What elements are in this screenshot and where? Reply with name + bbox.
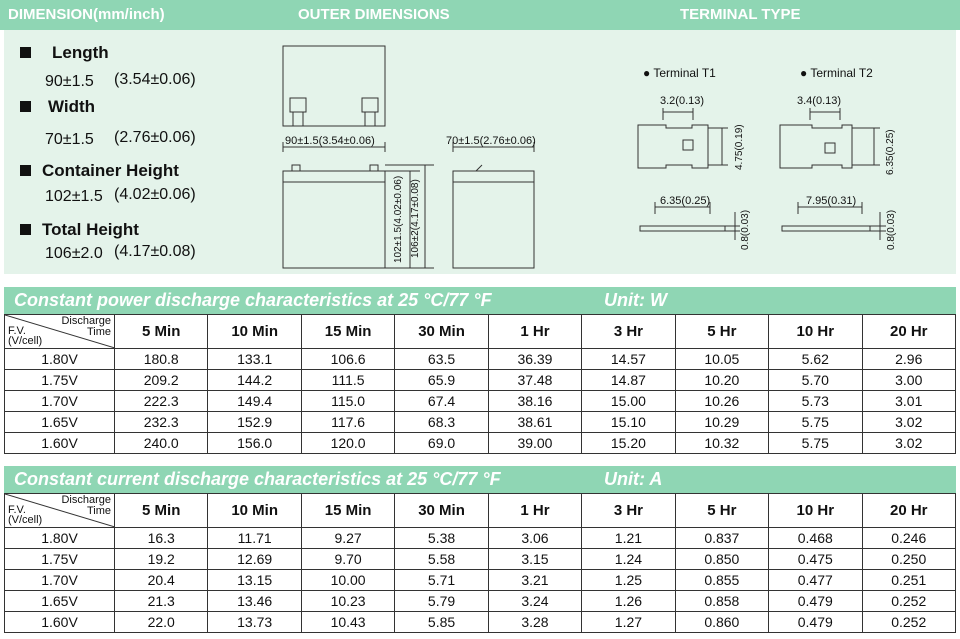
- spec-inch: (2.76±0.06): [114, 129, 196, 146]
- t2-height: 6.35(0.25): [885, 129, 896, 175]
- t2-top-width: 3.4(0.13): [797, 95, 842, 107]
- corner-fv: F.V.: [8, 504, 26, 516]
- corner-vcell: (V/cell): [8, 514, 43, 526]
- value-cell: 20.4: [115, 570, 208, 591]
- value-cell: 0.250: [862, 549, 956, 570]
- fv-cell: 1.75V: [5, 549, 115, 570]
- value-cell: 156.0: [208, 433, 301, 454]
- terminal-drawing: [630, 90, 930, 260]
- value-cell: 10.32: [675, 433, 768, 454]
- table-row: [5, 549, 956, 570]
- value-cell: 10.43: [301, 612, 394, 633]
- column-header: 5 Min: [115, 494, 208, 528]
- value-cell: 222.3: [115, 391, 208, 412]
- t1-top-width: 3.2(0.13): [660, 95, 705, 107]
- corner-time: Time: [86, 505, 111, 517]
- t2-thickness: 0.8(0.03): [886, 209, 897, 250]
- value-cell: 1.27: [582, 612, 675, 633]
- value-cell: 5.73: [769, 391, 862, 412]
- terminal-top-right: [362, 98, 378, 112]
- value-cell: 3.00: [862, 370, 956, 391]
- value-cell: 16.3: [115, 528, 208, 549]
- column-header: 30 Min: [395, 315, 488, 349]
- table-corner: [5, 494, 115, 528]
- value-cell: 10.00: [301, 570, 394, 591]
- table-row: [5, 370, 956, 391]
- dimension-header: DIMENSION(mm/inch): [8, 6, 165, 23]
- column-header: 10 Min: [208, 315, 301, 349]
- fv-cell: 1.65V: [5, 412, 115, 433]
- front-view: [283, 171, 385, 268]
- value-cell: 3.01: [862, 391, 956, 412]
- value-cell: 5.62: [769, 349, 862, 370]
- value-cell: 5.75: [769, 412, 862, 433]
- terminal-t1-top: [638, 125, 708, 168]
- value-cell: 5.79: [395, 591, 488, 612]
- value-cell: 1.24: [582, 549, 675, 570]
- value-cell: 15.10: [582, 412, 675, 433]
- column-header: 10 Hr: [769, 315, 862, 349]
- spec-inch: (4.02±0.06): [114, 186, 196, 203]
- bullet-icon: [20, 101, 31, 112]
- value-cell: 9.70: [301, 549, 394, 570]
- spec-label: Width: [48, 97, 96, 116]
- value-cell: 39.00: [488, 433, 581, 454]
- value-cell: 149.4: [208, 391, 301, 412]
- bullet-icon: [20, 224, 31, 235]
- spec-value: 102±1.5: [45, 188, 103, 205]
- value-cell: 3.28: [488, 612, 581, 633]
- fv-cell: 1.75V: [5, 370, 115, 391]
- value-cell: 0.475: [769, 549, 862, 570]
- corner-discharge: Discharge: [61, 315, 111, 327]
- fv-cell: 1.70V: [5, 570, 115, 591]
- value-cell: 5.75: [769, 433, 862, 454]
- power-table-unit: Unit: W: [604, 290, 667, 310]
- bullet-icon: [20, 165, 31, 176]
- table-row: [5, 612, 956, 633]
- power-discharge-table: [4, 314, 956, 454]
- value-cell: 67.4: [395, 391, 488, 412]
- value-cell: 63.5: [395, 349, 488, 370]
- t1-bottom-width: 6.35(0.25): [660, 195, 711, 207]
- value-cell: 0.252: [862, 591, 956, 612]
- value-cell: 3.06: [488, 528, 581, 549]
- fv-cell: 1.60V: [5, 433, 115, 454]
- spec-inch: (3.54±0.06): [114, 71, 196, 88]
- terminal-top-left: [290, 98, 306, 112]
- spec-label: Total Height: [42, 220, 139, 239]
- fv-cell: 1.80V: [5, 349, 115, 370]
- value-cell: 0.479: [769, 591, 862, 612]
- value-cell: 5.85: [395, 612, 488, 633]
- value-cell: 10.29: [675, 412, 768, 433]
- value-cell: 0.858: [675, 591, 768, 612]
- value-cell: 0.860: [675, 612, 768, 633]
- value-cell: 19.2: [115, 549, 208, 570]
- spec-label: Container Height: [42, 161, 179, 180]
- value-cell: 0.251: [862, 570, 956, 591]
- value-cell: 0.252: [862, 612, 956, 633]
- table-row: [5, 391, 956, 412]
- value-cell: 10.20: [675, 370, 768, 391]
- value-cell: 0.479: [769, 612, 862, 633]
- terminal-t1-side: [640, 226, 725, 231]
- value-cell: 5.70: [769, 370, 862, 391]
- table-row: [5, 591, 956, 612]
- value-cell: 120.0: [301, 433, 394, 454]
- terminal-t2-side: [782, 226, 870, 231]
- value-cell: 232.3: [115, 412, 208, 433]
- terminal-t1-label: ● Terminal T1: [643, 66, 716, 80]
- corner-bottom-label: [8, 505, 42, 525]
- value-cell: 38.61: [488, 412, 581, 433]
- total-height-dimension: 106±2(4.17±0.08): [410, 179, 421, 258]
- corner-fv: F.V.: [8, 325, 26, 337]
- current-table-title: Constant current discharge characteristics at 25 °C/77 °F: [14, 469, 501, 489]
- value-cell: 0.477: [769, 570, 862, 591]
- column-header: 3 Hr: [582, 494, 675, 528]
- value-cell: 9.27: [301, 528, 394, 549]
- value-cell: 0.246: [862, 528, 956, 549]
- value-cell: 11.71: [208, 528, 301, 549]
- column-header: 30 Min: [395, 494, 488, 528]
- corner-discharge: Discharge: [61, 494, 111, 506]
- value-cell: 1.21: [582, 528, 675, 549]
- value-cell: 65.9: [395, 370, 488, 391]
- column-header: 10 Hr: [769, 494, 862, 528]
- bullet-icon: [20, 47, 31, 58]
- terminal-type-header: TERMINAL TYPE: [680, 6, 801, 23]
- corner-time: Time: [86, 326, 111, 338]
- value-cell: 3.02: [862, 433, 956, 454]
- value-cell: 5.38: [395, 528, 488, 549]
- value-cell: 117.6: [301, 412, 394, 433]
- column-header: 5 Min: [115, 315, 208, 349]
- table-corner: [5, 315, 115, 349]
- power-table-title: Constant power discharge characteristics at 25 °C/77 °F: [14, 290, 492, 310]
- t1-thickness: 0.8(0.03): [740, 209, 751, 250]
- table-row: [5, 570, 956, 591]
- spec-value: 90±1.5: [45, 73, 94, 90]
- column-header: 15 Min: [301, 494, 394, 528]
- value-cell: 111.5: [301, 370, 394, 391]
- value-cell: 106.6: [301, 349, 394, 370]
- value-cell: 22.0: [115, 612, 208, 633]
- power-table-header: [4, 287, 956, 314]
- column-header: 5 Hr: [675, 494, 768, 528]
- fv-cell: 1.65V: [5, 591, 115, 612]
- spec-inch: (4.17±0.08): [114, 243, 196, 260]
- column-header: 1 Hr: [488, 315, 581, 349]
- table-row: [5, 433, 956, 454]
- value-cell: 3.02: [862, 412, 956, 433]
- fv-cell: 1.60V: [5, 612, 115, 633]
- value-cell: 180.8: [115, 349, 208, 370]
- value-cell: 10.26: [675, 391, 768, 412]
- terminal-t2-text: Terminal T2: [810, 66, 873, 80]
- top-view: [283, 46, 385, 126]
- value-cell: 69.0: [395, 433, 488, 454]
- current-table-unit: Unit: A: [604, 469, 663, 489]
- column-header: 10 Min: [208, 494, 301, 528]
- value-cell: 3.21: [488, 570, 581, 591]
- value-cell: 13.73: [208, 612, 301, 633]
- value-cell: 10.23: [301, 591, 394, 612]
- section-header: [0, 0, 960, 30]
- value-cell: 3.24: [488, 591, 581, 612]
- value-cell: 144.2: [208, 370, 301, 391]
- value-cell: 0.850: [675, 549, 768, 570]
- column-header: 15 Min: [301, 315, 394, 349]
- length-dimension: 90±1.5(3.54±0.06): [285, 135, 375, 147]
- value-cell: 0.855: [675, 570, 768, 591]
- value-cell: 5.58: [395, 549, 488, 570]
- terminal-t2-label: ● Terminal T2: [800, 66, 873, 80]
- value-cell: 36.39: [488, 349, 581, 370]
- column-header: 20 Hr: [862, 494, 956, 528]
- column-header: 20 Hr: [862, 315, 956, 349]
- corner-top-label: [61, 316, 111, 338]
- value-cell: 68.3: [395, 412, 488, 433]
- value-cell: 2.96: [862, 349, 956, 370]
- outer-dimensions-header: OUTER DIMENSIONS: [298, 6, 450, 23]
- t2-bottom-width: 7.95(0.31): [806, 195, 857, 207]
- column-header: 1 Hr: [488, 494, 581, 528]
- value-cell: 37.48: [488, 370, 581, 391]
- column-header: 3 Hr: [582, 315, 675, 349]
- fv-cell: 1.70V: [5, 391, 115, 412]
- spec-value: 70±1.5: [45, 131, 94, 148]
- value-cell: 15.20: [582, 433, 675, 454]
- value-cell: 21.3: [115, 591, 208, 612]
- value-cell: 38.16: [488, 391, 581, 412]
- corner-vcell: (V/cell): [8, 335, 43, 347]
- value-cell: 1.26: [582, 591, 675, 612]
- value-cell: 15.00: [582, 391, 675, 412]
- value-cell: 240.0: [115, 433, 208, 454]
- table-row: [5, 412, 956, 433]
- value-cell: 13.46: [208, 591, 301, 612]
- corner-bottom-label: [8, 326, 42, 346]
- current-discharge-table: [4, 493, 956, 633]
- t1-height: 4.75(0.19): [734, 124, 745, 170]
- column-header: 5 Hr: [675, 315, 768, 349]
- value-cell: 5.71: [395, 570, 488, 591]
- corner-top-label: [61, 495, 111, 517]
- value-cell: 1.25: [582, 570, 675, 591]
- width-dimension: 70±1.5(2.76±0.06): [446, 135, 536, 147]
- value-cell: 133.1: [208, 349, 301, 370]
- value-cell: 14.57: [582, 349, 675, 370]
- fv-cell: 1.80V: [5, 528, 115, 549]
- value-cell: 10.05: [675, 349, 768, 370]
- value-cell: 209.2: [115, 370, 208, 391]
- terminal-t1-text: Terminal T1: [653, 66, 716, 80]
- value-cell: 12.69: [208, 549, 301, 570]
- current-table-header: [4, 466, 956, 493]
- value-cell: 14.87: [582, 370, 675, 391]
- value-cell: 115.0: [301, 391, 394, 412]
- value-cell: 0.468: [769, 528, 862, 549]
- value-cell: 0.837: [675, 528, 768, 549]
- value-cell: 152.9: [208, 412, 301, 433]
- spec-value: 106±2.0: [45, 245, 103, 262]
- container-height-dimension: 102±1.5(4.02±0.06): [393, 175, 404, 263]
- value-cell: 3.15: [488, 549, 581, 570]
- table-row: [5, 528, 956, 549]
- terminal-t2-top: [780, 125, 852, 168]
- spec-label: Length: [52, 43, 109, 62]
- side-view: [453, 171, 534, 268]
- table-row: [5, 349, 956, 370]
- value-cell: 13.15: [208, 570, 301, 591]
